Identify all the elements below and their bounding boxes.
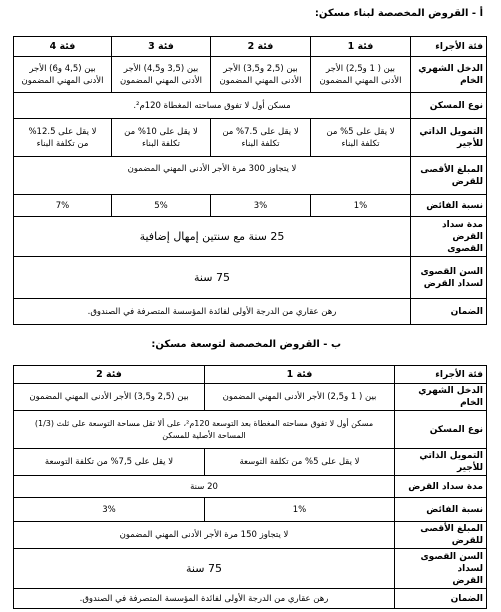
income-label: الدخل الشهري الخام [411, 57, 487, 93]
table-row [14, 157, 487, 195]
self-financing-cat1: لا يقل على 5% من تكلفة البناء [311, 119, 411, 157]
guarantee-label: الضمان [411, 299, 487, 325]
table-row [14, 299, 487, 325]
self-financing-cat4: لا يقل على 12.5% من تكلفة البناء [14, 119, 112, 157]
table-row [14, 449, 487, 476]
max-age-label: السن القصوى لسداد القرض [411, 257, 487, 299]
income-cat1: بين ( 1 و2,5) الأجر الأدنى المهني المضمون [205, 384, 395, 411]
housing-type-value: مسكن أول لا تفوق مساحته المغطاة بعد التوسعة 120م²، على ألا تقل مساحة التوسعة على ثلث (1/3) المساحة الأصلية للمسكن [14, 411, 395, 449]
max-age-value: 75 سنة [14, 549, 395, 589]
max-amount-value: لا يتجاوز 150 مرة الأجر الأدنى المهني المضمون [14, 522, 395, 549]
income-cat3: بين (3,5 و4,5) الأجر الأدنى المهني المضمون [112, 57, 211, 93]
housing-type-label: نوع المسكن [395, 411, 487, 449]
table-row [14, 257, 487, 299]
table-row [14, 57, 487, 93]
interest-cat2: 3% [211, 195, 311, 217]
self-financing-cat3: لا يقل على 10% من تكلفة البناء [112, 119, 211, 157]
self-financing-cat2: لا يقل على 7.5% من تكلفة البناء [211, 119, 311, 157]
table-row [14, 195, 487, 217]
section-a-title: أ - القروض المخصصة لبناء مسكن: [314, 8, 483, 19]
table-row [14, 476, 487, 498]
guarantee-value: رهن عقاري من الدرجة الأولى لفائدة المؤسسة المتصرفة في الصندوق. [14, 589, 395, 609]
income-label: الدخل الشهري الخام [395, 384, 487, 411]
duration-label: مدة سداد القرض القصوى [411, 217, 487, 257]
guarantee-label: الضمان [395, 589, 487, 609]
section-b-title: ب - القروض المخصصة لتوسعة مسكن: [151, 339, 341, 350]
income-cat1: بين ( 1 و2,5) الأجر الأدنى المهني المضمون [311, 57, 411, 93]
duration-label: مدة سداد القرض [395, 476, 487, 498]
interest-cat4: 7% [14, 195, 112, 217]
table-row [14, 411, 487, 449]
category-header-label: فئة الأجراء [395, 366, 487, 384]
guarantee-value: رهن عقاري من الدرجة الأولى لفائدة المؤسسة المتصرفة في الصندوق. [14, 299, 411, 325]
category-2-header: فئة 2 [14, 366, 205, 384]
table-row [14, 217, 487, 257]
max-age-value: 75 سنة [14, 257, 411, 299]
table-row [14, 589, 487, 609]
self-financing-cat2: لا يقل على 7,5% من تكلفة التوسعة [14, 449, 205, 476]
table-row [14, 366, 487, 384]
category-1-header: فئة 1 [311, 37, 411, 57]
interest-cat3: 5% [112, 195, 211, 217]
interest-label: نسبة الفائض [395, 498, 487, 522]
income-cat2: بين (2,5 و3,5) الأجر الأدنى المهني المضمون [211, 57, 311, 93]
interest-cat2: 3% [14, 498, 205, 522]
table-row [14, 549, 487, 589]
construction-loans-table [13, 36, 487, 325]
table-row [14, 119, 487, 157]
housing-type-value: مسكن أول لا تفوق مساحته المغطاة 120م². [14, 93, 411, 119]
category-2-header: فئة 2 [211, 37, 311, 57]
max-amount-label: المبلغ الأقصى للقرض [395, 522, 487, 549]
max-age-label: السن القصوى لسداد القرض [395, 549, 487, 589]
interest-label: نسبة الفائض [411, 195, 487, 217]
interest-cat1: 1% [311, 195, 411, 217]
category-1-header: فئة 1 [205, 366, 395, 384]
table-row [14, 37, 487, 57]
duration-value: 25 سنة مع سنتين إمهال إضافية [14, 217, 411, 257]
max-amount-label: المبلغ الأقصى للقرض [411, 157, 487, 195]
income-cat2: بين (2,5 و3,5) الأجر الأدنى المهني المضمون [14, 384, 205, 411]
table-row [14, 93, 487, 119]
income-cat4: بين (4,5 و6) الأجر الأدنى المهني المضمون [14, 57, 112, 93]
category-4-header: فئة 4 [14, 37, 112, 57]
extension-loans-table [13, 365, 487, 609]
table-row [14, 384, 487, 411]
table-row [14, 498, 487, 522]
category-3-header: فئة 3 [112, 37, 211, 57]
self-financing-label: التمويل الذاتي للأجير [411, 119, 487, 157]
max-amount-value: لا يتجاوز 300 مرة الأجر الأدنى المهني المضمون [14, 157, 411, 195]
self-financing-label: التمويل الذاتي للأجير [395, 449, 487, 476]
housing-type-label: نوع المسكن [411, 93, 487, 119]
self-financing-cat1: لا يقل على 5% من تكلفة التوسعة [205, 449, 395, 476]
table-row [14, 522, 487, 549]
category-header-label: فئة الأجراء [411, 37, 487, 57]
interest-cat1: 1% [205, 498, 395, 522]
duration-value: 20 سنة [14, 476, 395, 498]
